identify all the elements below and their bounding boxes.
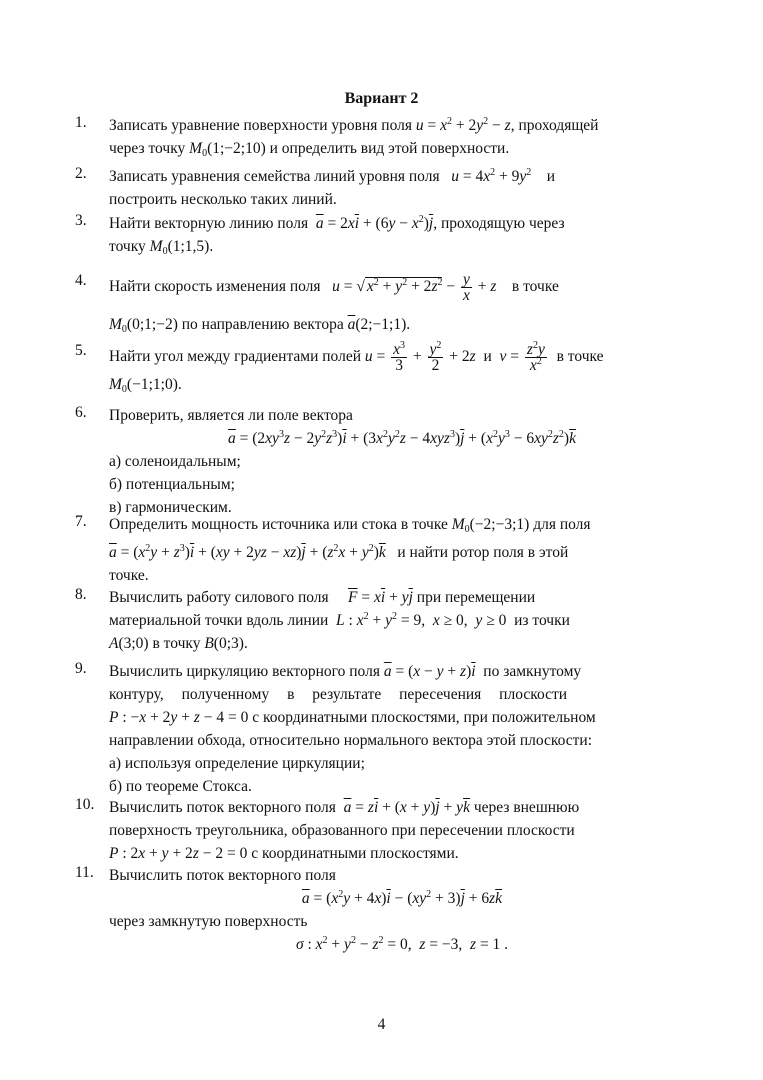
task-10: 10. Вычислить поток векторного поля $\overline{a} = z\overline{i} + (x + y)\overline{j} + y\overline{k}$ через внешнюю поверхность треугольника, образованного при пересечении плоскости P : 2x + y + 2z − 2 = 0 с координатными плоскостями. <box>75 796 695 865</box>
task-6: 6. Проверить, является ли поле вектора $\overline{a} = (2xy^3z - 2y^2z^3)\overline{i} + (3x^2y^2z - 4xyz^3)\overline{j} + (x^2y^3 - 6xy^2z^2)\overline{k}$ а) соленоидальным; б) потенциальным; в) гармоническим. <box>75 404 695 519</box>
task-number: 9. <box>75 660 87 677</box>
task-text: Вычислить поток векторного поля <box>109 799 336 816</box>
task-text: а) используя определение циркуляции; <box>109 755 365 772</box>
task-text: Вычислить работу силового поля <box>109 589 329 606</box>
task-text: и <box>483 348 492 366</box>
task-text: с координатными плоскостями. <box>251 845 459 862</box>
task-text: б) по теореме Стокса. <box>109 778 252 795</box>
task-text: с координатными плоскостями, при положительном <box>252 709 596 726</box>
task-number: 2. <box>75 165 87 182</box>
task-text: Определить мощность источника или стока в точке <box>109 516 448 533</box>
task-text: в точке <box>511 278 559 296</box>
task-text: Записать уравнение поверхности уровня поля <box>109 117 412 134</box>
task-text: через замкнутую поверхность <box>109 913 308 930</box>
task-text: материальной точки вдоль линии <box>109 612 329 629</box>
task-number: 1. <box>75 114 87 131</box>
task-number: 8. <box>75 586 87 603</box>
task-8: 8. Вычислить работу силового поля $\overline{F} = x\overline{i} + y\overline{j}$ при перемещении материальной точки вдоль линии L : $x^2 + y^2 = 9$, x ≥ 0, y ≥ 0 из точки A(3;0) в точку B(0;3). <box>75 586 570 652</box>
task-text: Записать уравнения семейства линий уровня поля <box>109 168 440 185</box>
task-text: Найти скорость изменения поля <box>109 278 321 296</box>
task-text: а) соленоидальным; <box>109 453 241 470</box>
task-text: через точку <box>109 140 186 157</box>
task-text: через внешнюю <box>473 799 580 816</box>
task-text: по направлению вектора <box>181 316 344 333</box>
task-text: направлении обхода, относительно нормального вектора этой плоскости: <box>109 732 593 749</box>
task-text: из точки <box>514 612 570 629</box>
page-number: 4 <box>377 1016 386 1033</box>
task-text: в точке <box>556 348 604 366</box>
task-5: 5. Найти угол между градиентами полей u = $\frac{x^3}{3}$ + $\frac{y^2}{2}$ + 2z и v = $\frac{z^2y}{x^2}$ в точке $M_0(-1;1;0)$. <box>75 340 604 395</box>
task-text: Вычислить циркуляцию векторного поля <box>109 663 380 680</box>
task-number: 5. <box>75 342 87 359</box>
task-text: контуру, полученному в результате пересечения плоскости <box>109 686 568 703</box>
task-text: и найти ротор поля в этой <box>397 544 569 561</box>
task-text: при перемещении <box>416 589 536 606</box>
task-number: 7. <box>75 513 87 530</box>
task-text: и <box>546 168 556 185</box>
task-number: 6. <box>75 404 87 421</box>
task-4: 4. Найти скорость изменения поля u = √ $x^2 + y^2 + 2z^2$ − $\frac{y}{x}$ + z в точке $M_0(0;1;-2)$ по направлению вектора $\overline{a}(2;-1;1)$. <box>75 271 559 335</box>
task-text: точке. <box>109 567 149 584</box>
page-title: Вариант 2 <box>344 90 419 107</box>
task-text: Вычислить поток векторного поля <box>109 867 336 884</box>
task-text: поверхность треугольника, образованного при пересечении плоскости <box>109 822 575 839</box>
task-text: построить несколько таких линий. <box>109 191 337 208</box>
task-number: 11. <box>75 864 94 881</box>
task-text: по замкнутому <box>483 663 582 680</box>
task-9: 9. Вычислить циркуляцию векторного поля $\overline{a} = (x - y + z)\overline{i}$ по замкнутому контуру, полученному в результате пересечения плоскости P : −x + 2y + z − 4 = 0 с координатными плоскостями, при положительном направлении обхода, относительно нормального вектора этой плоскости: а) используя определение циркуляции; б) по теореме Стокса. <box>75 660 695 798</box>
task-11: 11. Вычислить поток векторного поля $\overline{a} = (x^2y + 4x)\overline{i} - (xy^2 + 3)\overline{j} + 6z\overline{k}$ через замкнутую поверхность σ : $x^2 + y^2 - z^2 = 0$, z = −3, z = 1 . <box>75 864 695 956</box>
task-text: б) потенциальным; <box>109 476 235 493</box>
task-text: , проходящую через <box>433 215 565 232</box>
task-text: в) гармоническим. <box>109 499 232 516</box>
task-text: для поля <box>533 516 591 533</box>
task-1: 1. Записать уравнение поверхности уровня поля $u = x^2 + 2y^2 - z$, проходящей через точку $M_0(1;-2;10)$ и определить вид этой поверхности. <box>75 114 599 159</box>
task-3: 3. Найти векторную линию поля $\overline{a} = 2x\overline{i} + (6y - x^2)\overline{j}$, проходящую через точку $M_0(1;1,5)$. <box>75 212 565 257</box>
task-text: , проходящей <box>510 117 599 134</box>
task-text: точку <box>109 238 146 255</box>
task-number: 10. <box>75 796 95 813</box>
task-7: 7. Определить мощность источника или стока в точке $M_0(-2;-3;1)$ для поля $\overline{a} = (x^2y + z^3)\overline{i} + (xy + 2yz - xz)\overline{j} + (z^2x + y^2)\overline{k}$ и найти ротор поля в этой точке. <box>75 513 695 587</box>
task-number: 4. <box>75 272 87 289</box>
task-number: 3. <box>75 212 87 229</box>
task-text: и определить вид этой поверхности. <box>269 140 510 157</box>
task-text: Найти угол между градиентами полей <box>109 348 362 366</box>
task-text: в точку <box>152 635 201 652</box>
task-text: Найти векторную линию поля <box>109 215 309 232</box>
task-2: 2. Записать уравнения семейства линий уровня поля $u = 4x^2 + 9y^2$ и построить несколько таких линий. <box>75 165 556 208</box>
task-text: Проверить, является ли поле вектора <box>109 407 353 424</box>
